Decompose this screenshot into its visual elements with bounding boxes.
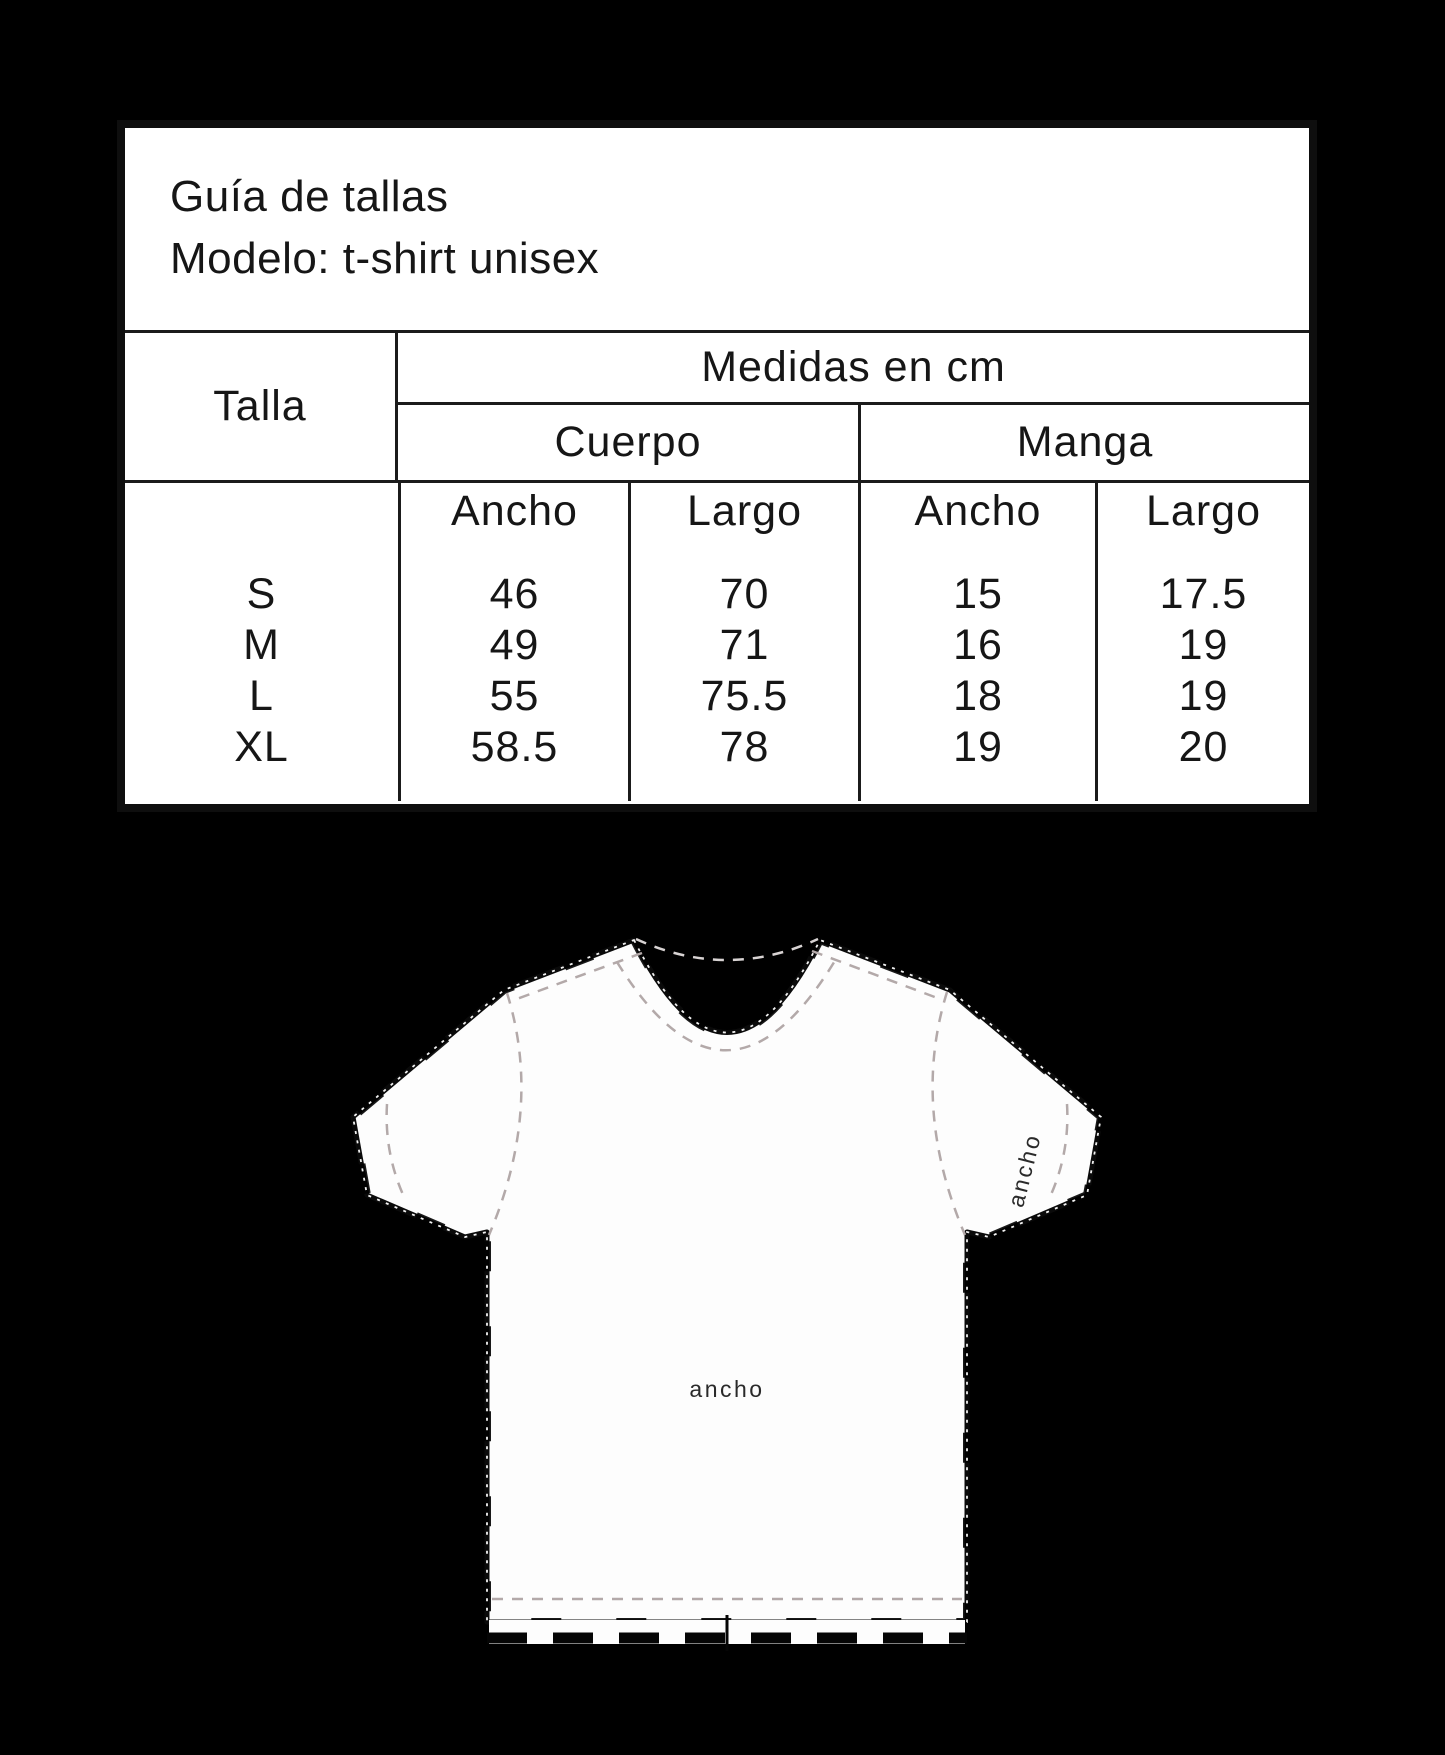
subgroup-header-cuerpo: Cuerpo [554,418,702,466]
group-header-medidas: Medidas en cm [398,333,1309,405]
value-cell: 58.5 [470,723,559,771]
collar-back-stitch [636,939,818,960]
size-cell: XL [234,723,289,771]
value-cell: 71 [719,621,770,669]
tshirt-outline [353,940,1101,1622]
column-header-ancho: Ancho [451,487,578,535]
column-header-largo: Largo [687,487,802,535]
value-cell: 17.5 [1159,570,1248,618]
column-header-ancho: Ancho [914,487,1042,535]
value-cell: 78 [719,723,770,771]
subgroup-header-manga: Manga [858,405,1309,480]
value-cell: 75.5 [700,672,789,720]
value-cell: 19 [953,723,1003,771]
sleeve-width-label: ancho [1002,1130,1046,1210]
value-cell: 70 [719,570,770,618]
value-cell: 18 [953,672,1003,720]
chest-width-label: ancho [689,1376,765,1402]
size-cell: L [249,672,274,720]
value-cell: 15 [953,570,1003,618]
size-cell: S [246,570,277,618]
size-cell: M [243,621,280,669]
value-cell: 49 [489,621,540,669]
value-cell: 55 [489,672,540,720]
guide-title: Guía de tallas [170,172,449,221]
value-cell: 19 [1178,621,1229,669]
corner-header-talla: Talla [125,333,398,480]
value-cell: 19 [1178,672,1229,720]
value-cell: 20 [1178,723,1229,771]
guide-model: Modelo: t-shirt unisex [170,234,600,283]
value-cell: 16 [953,621,1003,669]
value-cell: 46 [489,570,540,618]
column-header-largo: Largo [1146,487,1261,535]
